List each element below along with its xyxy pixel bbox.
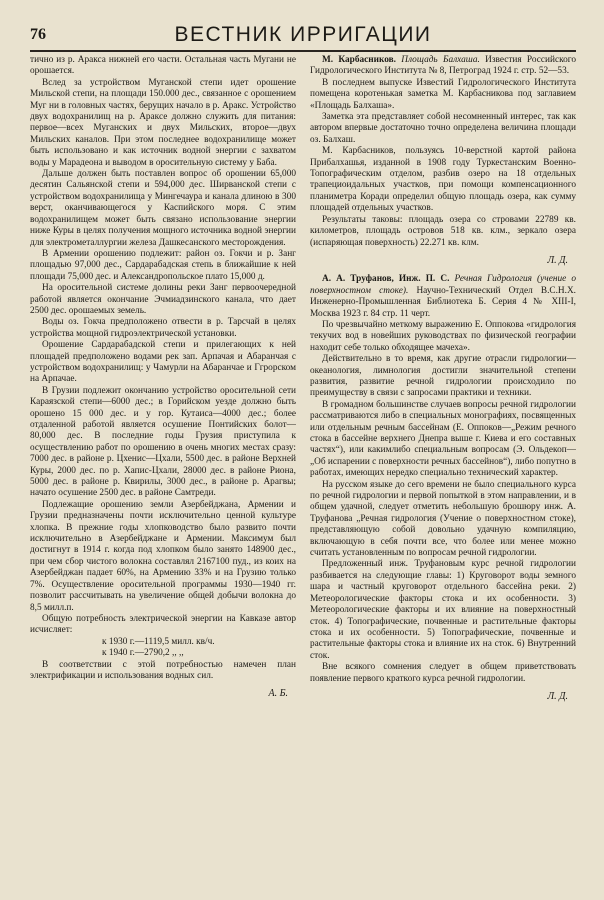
review-citation: Известия Российского Гидрологического Института № 8, Петроград 1924 г. стр. 52—53. xyxy=(310,55,576,77)
page-number: 76 xyxy=(30,26,46,43)
article-paragraph: В соответствии с этой потребностью намечен план электрификации и использования водных сил. xyxy=(30,659,296,681)
review-paragraph: Результаты таковы: площадь озера со стровами 22789 кв. километров, площадь островов 518 кв. клм., зеркало озера (испаряющая поверхность) 22.271 кв. клм. xyxy=(310,214,576,248)
formula-line: к 1940 г.—2790,2 ,, ,, xyxy=(102,648,184,659)
review-signature: Л. Д. xyxy=(547,690,568,702)
article-paragraph: Вслед за устройством Муганской степи идет орошение Мильской степи, на площади 150.000 дес., связанное с орошением Муг ни в головных частях, берущих начало в р. Аракс. Устройство двух водохранилищ на р. Араксе должно служить для питания: первое—всех Муганских и двух Мильских, второе—двух Мильских каналов. При этом последнее водохранилище может быть использовано и как источник водной энергии с захватом воды у Марадеона и выводом в оросительную систему у Баба. xyxy=(30,77,296,168)
review-paragraph: Предложенный инж. Труфановым курс речной гидрологии разбивается на следующие главы: 1) Круговорот воды земного шара и частный круговорот отдельного бассейна реки. 2) Метеорологические факторы стока и их особенности. 3) Метеорологические факторы и их влияние на поверхностный сток. 4) Топографические, почвенные и растительные факторы стока и их особенности. 5) Топографические, почвенные и растительные факторы стока и влияние их на сток. 6) Внутренний сток. xyxy=(310,559,576,661)
article-paragraph: Орошение Сардарабадской степи и прилегающих к ней площадей предположено водами рек зап. Арпачая и Абаранчая с устройством водохранилищ: у Чамурли на Абаранчае и Ггрорском на Арпачае. xyxy=(30,340,296,385)
review-paragraph: М. Карбасников, пользуясь 10-верстной картой района Прибалхашья, изданной в 1908 году Туркестанским Военно-Топографическим отделом, разбив озеро на 18 отдельных трапециоидальных участков, при помощи компенсационного планиметра Коради определил общую площадь озера, как сумму площадей отдельных участков. xyxy=(310,146,576,214)
review-paragraph: Заметка эта представляет собой несомненный интерес, так как автором впервые достаточно точно определена величина площади оз. Балхаш. xyxy=(310,112,576,145)
review-title: Площадь Балхаша. xyxy=(401,55,480,65)
review-signature: Л. Д. xyxy=(547,254,568,266)
article-signature: А. Б. xyxy=(268,688,288,700)
review-paragraph: Вне всякого сомнения следует в общем приветствовать появление первого краткого курса речной гидрологии. xyxy=(310,662,576,684)
review-header xyxy=(310,55,576,78)
article-paragraph: Воды оз. Гокча предположено отвести в р. Тарсчай в целях устройства мощной гидроэлектрической установки. xyxy=(30,317,296,339)
review-paragraph: По чрезвычайно меткому выражению Е. Оппокова «гидрология текучих вод в новейших руководствах по физической географии находит себе только обходящее мачеха». xyxy=(310,319,576,353)
article-paragraph: В Армении орошению подлежит: район оз. Гокчи и р. Занг площадью 97,000 дес., Сардарабадская степь в ближайшие к ней площади 75,000 дес. и Александропольское плато 15,000 д. xyxy=(30,248,296,282)
review-paragraph: На русском языке до сего времени не было специального курса по речной гидрологии и первой попыткой в этом направлении, и в общем удачной, следует отметить небольшую брошюру инж. А. Труфанова „Речная гидрология (Учение о поверхностном стоке), представляющую собой довольно удачную компиляцию, включающую в себя почти все, что более или менее можно считать установленным по вопросам речной гидрологии. xyxy=(310,479,576,559)
article-paragraph: Общую потребность электрической энергии на Кавказе автор исчисляет: xyxy=(30,613,296,636)
journal-title: ВЕСТНИК ИРРИГАЦИИ xyxy=(174,23,432,46)
review-author: М. Карбасников. xyxy=(322,55,396,65)
page-header xyxy=(30,20,576,52)
review-author: А. А. Труфанов, Инж. П. С. xyxy=(322,274,450,285)
formula-line: к 1930 г.—1119,5 милл. кв/ч. xyxy=(102,636,215,647)
review-citation: Научно-Технический Отдел В.С.Н.Х. Инженерно-Промышленная Библиотека Б. Серия 4 № XIII-I, Москва 1923 г. 84 стр. 11 черт. xyxy=(310,285,576,319)
article-paragraph: Подлежащие орошению земли Азербейджана, Армении и Грузии предназначены почти исключительно ценной культуре хлопка. В прежние годы хлопководство было развито почти исключительно в Азербейджане и Армении. Максимум был достигнут в 1914 г. когда под хлопком было занято 148900 дес., при чем сбор чистого волокна составлял 2167100 пуд., из коих на Азербейджан падает 60%, на Армению 33% и на Грузию только 7%. Осуществление оросительной программы 1930—1940 гг. позволит рассчитывать на увеличение общей добычи волокна до 8,5 милл.п. xyxy=(30,499,296,613)
review-header xyxy=(310,274,576,320)
left-column xyxy=(30,55,296,885)
right-column xyxy=(310,55,576,885)
review-title: Речная Гидрология (учение о поверхностном стоке). xyxy=(310,274,576,296)
article-paragraph: В Грузии подлежит окончанию устройство оросительной сети Караязской степи—6000 дес.; в Горийском уезде должно быть орошено 15 000 дес. и у гор. Кутаиса—4000 дес.; более отдаленной работой является осушение Понтийских болот—80,000 дес. В последние годы Грузия приступила к осуществлению работ по орошению в очень многих местах сразу: 7000 дес. в районе р. Цхенис—Цхали, 5500 дес. в районе Верхней Куры, 2000 дес. по р. Хапис-Цхали, 28000 дес. в районе Риона, 5000 дес. в районе р. Квирилы, 3000 дес., в районе р. Арагвы; начато осушение 2500 дес. в районе Самтреди. xyxy=(30,385,296,499)
article-paragraph: тично из р. Аракса нижней его части. Остальная часть Мугани не орошается. xyxy=(30,55,296,77)
review-paragraph: В последнем выпуске Известий Гидрологического Института помещена коротенькая заметка М. Карбасникова под заглавием «Площадь Балхаша». xyxy=(310,77,576,111)
review-paragraph: Действительно в то время, как другие отрасли гидрологии—океанология, лимнология достигли значительной степени развития, развитие речной гидрологии происходило по преимуществу в связи с запросами практики и техники. xyxy=(310,354,576,399)
article-paragraph: На оросительной системе долины реки Занг первоочередной работой является окончание Эчмиадзинского канала, что дает 2500 дес. орошаемых земель. xyxy=(30,283,296,316)
article-paragraph: Дальше должен быть поставлен вопрос об орошении 65,000 десятин Сальянской степи и 594,000 дес. Ширванской степи с устройством водохранилища у Мингечаура и канала длиною в 300 верст, оканчивающегося у Каспийского моря. С этим водохранилищем может быть связано использование энергии ниже Куры в целях получения мощного источника водной энергии для электрометаллургии железа Дашкесанского месторождения. xyxy=(30,169,296,248)
review-paragraph: В громадном большинстве случаев вопросы речной гидрологии рассматриваются либо в специальных монографиях, посвященных или отдельным речным бассейнам (Е. Оппоков—„Режим речного стока в бассейне верхнего Днепра выше г. Киева и его составных частях“), или какимлибо специальным вопросам (Э. Ольдекоп—„Об испарении с поверхности речных бассейнов“), либо попутно в работах, имеющих нередко специально технический характер. xyxy=(310,399,576,479)
